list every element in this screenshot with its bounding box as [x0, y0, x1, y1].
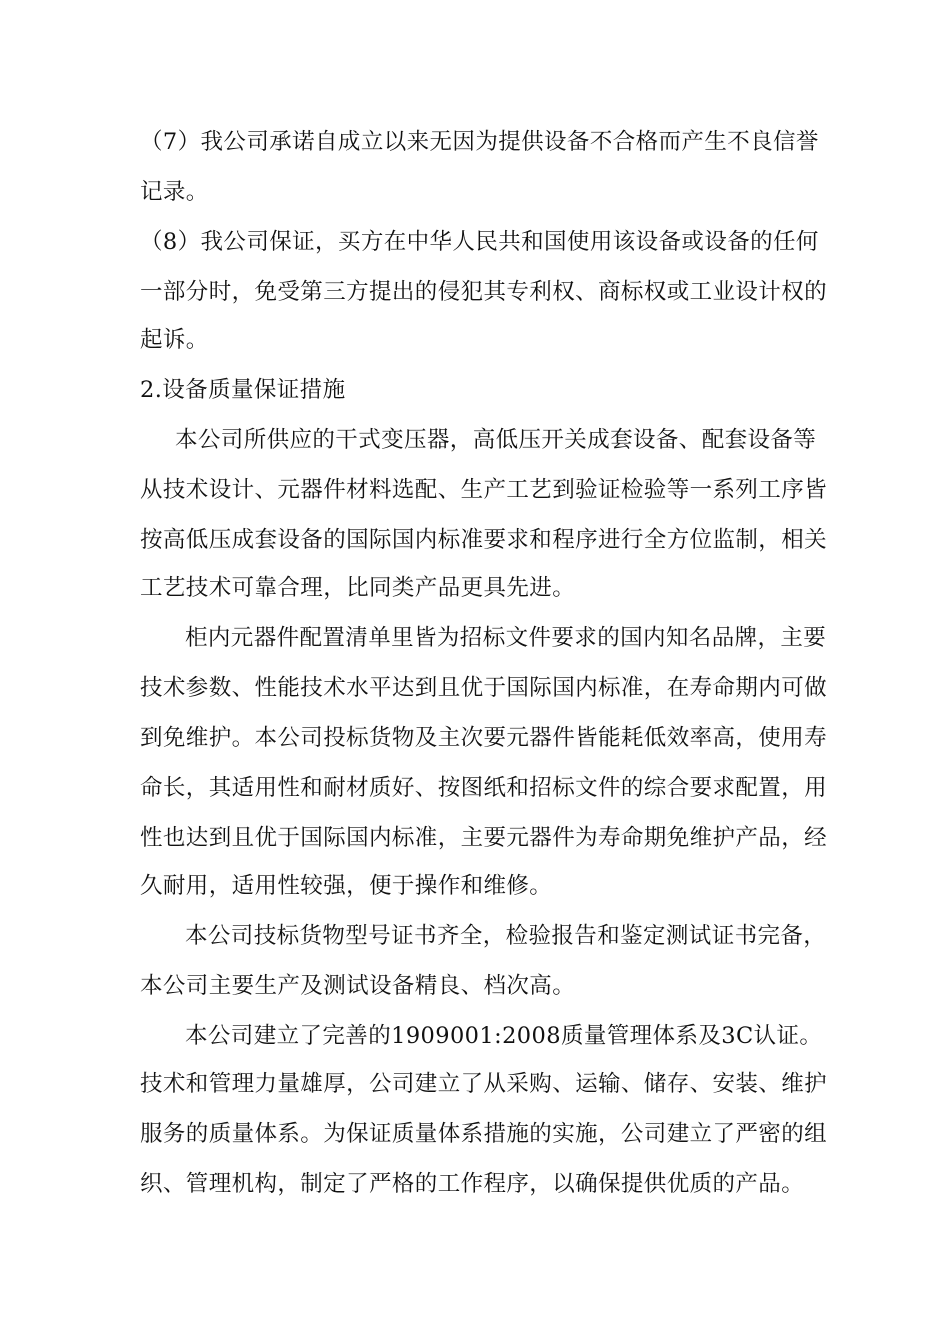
text-line: （8）我公司保证，买方在中华人民共和国使用该设备或设备的任何	[140, 229, 819, 255]
text-line: 本公司所供应的干式变压器，高低压开关成套设备、配套设备等	[175, 427, 817, 453]
text-line: 到免维护。本公司投标货物及主次要元器件皆能耗低效率高，使用寿	[140, 725, 828, 751]
text-line: 织、管理机构，制定了严格的工作程序，以确保提供优质的产品。	[140, 1171, 805, 1197]
text-line: 技术参数、性能技术水平达到且优于国际国内标准，在寿命期内可做	[140, 675, 828, 701]
text-line: 起诉。	[140, 327, 209, 353]
text-line: 从技术设计、元器件材料选配、生产工艺到验证检验等一系列工序皆	[140, 477, 828, 503]
section-heading: 2.设备质量保证措施	[140, 377, 346, 403]
text-line: 服务的质量体系。为保证质量体系措施的实施，公司建立了严密的组	[140, 1121, 828, 1147]
text-line: 久耐用，适用性较强，便于操作和维修。	[140, 873, 553, 899]
text-line: 一部分时，免受第三方提出的侵犯其专利权、商标权或工业设计权的	[140, 279, 828, 305]
text-line: 工艺技术可靠合理，比同类产品更具先进。	[140, 575, 576, 601]
text-line: 性也达到且优于国际国内标准，主要元器件为寿命期免维护产品，经	[140, 825, 828, 851]
text-line: 柜内元器件配置清单里皆为招标文件要求的国内知名品牌，主要	[185, 625, 827, 651]
text-line: 本公司建立了完善的1909001:2008质量管理体系及3C认证。	[185, 1023, 823, 1049]
text-line: 本公司技标货物型号证书齐全，检验报告和鉴定测试证书完备，	[185, 923, 827, 949]
text-line: 本公司主要生产及测试设备精良、档次高。	[140, 973, 576, 999]
text-line: 命长，其适用性和耐材质好、按图纸和招标文件的综合要求配置，用	[140, 775, 828, 801]
text-line: （7）我公司承诺自成立以来无因为提供设备不合格而产生不良信誉	[140, 129, 819, 155]
text-line: 技术和管理力量雄厚，公司建立了从采购、运输、储存、安装、维护	[140, 1071, 828, 1097]
text-line: 按高低压成套设备的国际国内标准要求和程序进行全方位监制，相关	[140, 527, 828, 553]
text-line: 记录。	[140, 179, 209, 205]
